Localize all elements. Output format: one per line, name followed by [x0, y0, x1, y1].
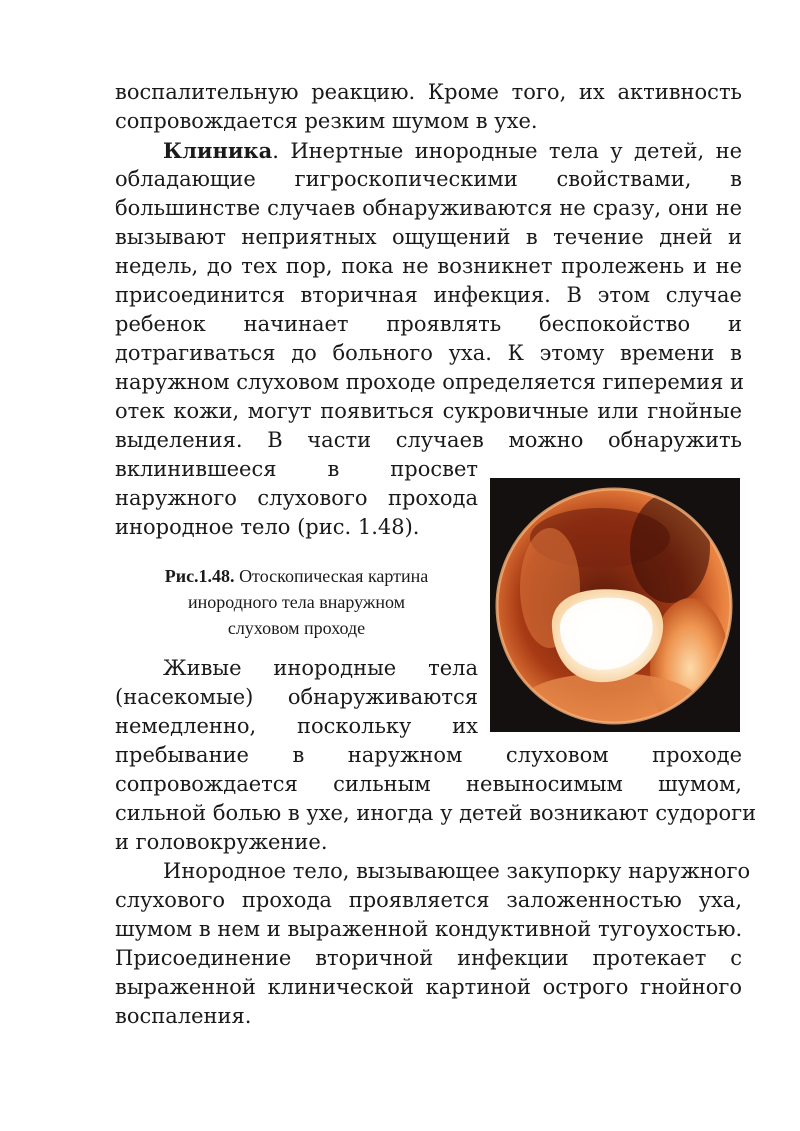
paragraph-line: вызывают неприятных ощущений в течение дней и: [115, 225, 742, 249]
figure-caption-text: Отоскопическая картина: [234, 566, 429, 586]
paragraph-line: воспаления.: [115, 1004, 252, 1028]
paragraph-line: вклинившееся в просвет: [115, 457, 478, 481]
paragraph-line: сопровождается резким шумом в ухе.: [115, 109, 538, 133]
paragraph-line: и головокружение.: [115, 830, 328, 854]
paragraph-line: Инородное тело, вызывающее закупорку наружного: [163, 859, 751, 883]
paragraph-line: шумом в нем и выраженной кондуктивной тугоухостью.: [115, 917, 743, 941]
figure-caption-text: инородного тела внаружном: [187, 592, 406, 612]
paragraph-line: сильной болью в ухе, иногда у детей возникают судороги: [115, 801, 757, 825]
paragraph-line: (насекомые) обнаруживаются: [115, 685, 478, 709]
paragraph-line: большинстве случаев обнаруживаются не сразу, они не: [115, 196, 742, 220]
paragraph-line: сопровождается сильным невыносимым шумом,: [115, 772, 742, 796]
paragraph-line: присоединится вторичная инфекция. В этом случае: [115, 283, 742, 307]
paragraph-line: Присоединение вторичной инфекции протекает с: [115, 946, 742, 970]
paragraph-line: выделения. В части случаев можно обнаружить: [115, 428, 742, 452]
paragraph-line: пребывание в наружном слуховом проходе: [115, 743, 742, 767]
paragraph-line: отек кожи, могут появиться сукровичные или гнойные: [115, 399, 742, 423]
paragraph-line: инородное тело (рис. 1.48).: [115, 515, 420, 539]
paragraph-line: недель, до тех пор, пока не возникнет пролежень и не: [115, 254, 742, 278]
paragraph-line: слухового прохода проявляется заложенностью уха,: [115, 888, 742, 912]
paragraph-line: [163, 136, 742, 165]
section-heading-clinic: Клиника: [163, 138, 273, 163]
paragraph-line: обладающие гигроскопическими свойствами, в: [115, 167, 742, 191]
paragraph-line: наружного слухового прохода: [115, 486, 478, 510]
figure-caption-text: слуховом проходе: [227, 618, 366, 638]
paragraph-line: выраженной клинической картиной острого гнойного: [115, 975, 742, 999]
paragraph-text: . Инертные инородные тела у детей, не: [272, 139, 742, 163]
figure-caption: [115, 563, 478, 641]
otoscopic-foreign-body-photo: [490, 478, 740, 732]
paragraph-line: воспалительную реакцию. Кроме того, их активность: [115, 80, 742, 104]
paragraph-line: немедленно, поскольку их: [115, 714, 478, 738]
paragraph-line: Живые инородные тела: [163, 656, 478, 680]
paragraph-line: ребенок начинает проявлять беспокойство и: [115, 312, 742, 336]
paragraph-line: наружном слуховом проходе определяется гиперемия и: [115, 370, 745, 394]
paragraph-line: дотрагиваться до больного уха. К этому времени в: [115, 341, 742, 365]
figure-label: Рис.1.48.: [164, 566, 235, 586]
